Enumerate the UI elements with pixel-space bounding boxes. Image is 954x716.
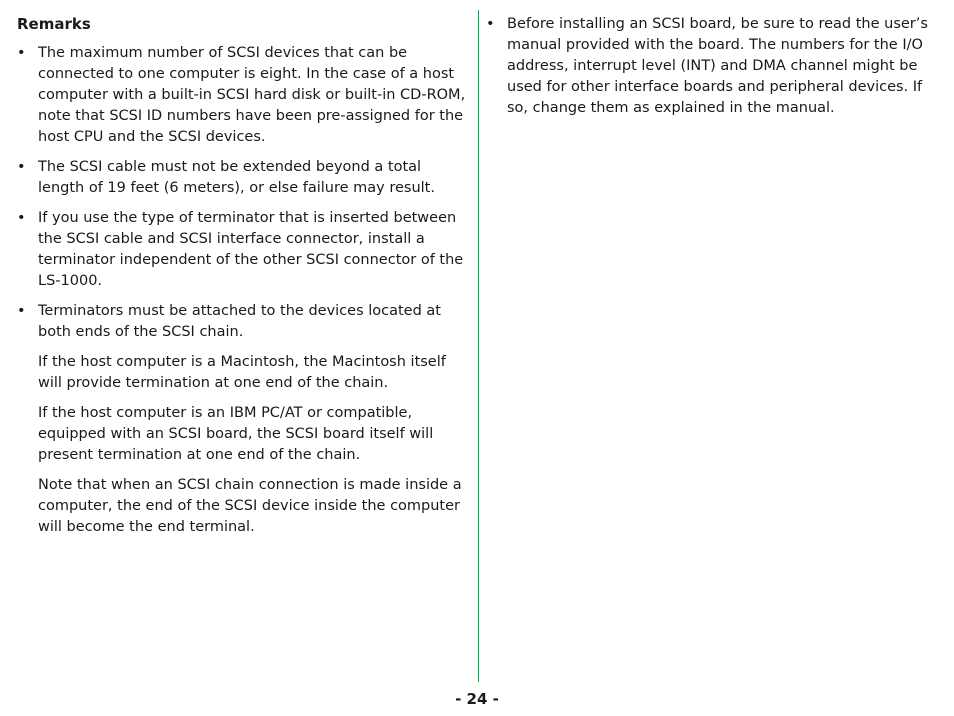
list-item — [17, 157, 469, 199]
section-heading: Remarks — [17, 15, 91, 33]
list-item-text: The SCSI cable must not be extended beyond a total length of 19 feet (6 meters), or else failure may result. — [38, 159, 435, 196]
sub-paragraph: If the host computer is a Macintosh, the Macintosh itself will provide termination at one end of the chain. — [38, 354, 446, 391]
sub-paragraph: If the host computer is an IBM PC/AT or compatible, equipped with an SCSI board, the SCSI board itself will present termination at one end of the chain. — [38, 405, 434, 463]
list-item — [17, 301, 469, 343]
bullet-icon: • — [17, 210, 26, 226]
right-column — [486, 14, 938, 128]
bullet-icon: • — [486, 16, 495, 32]
bullet-icon: • — [17, 303, 26, 319]
list-item-text: Terminators must be attached to the devices located at both ends of the SCSI chain. — [38, 303, 441, 340]
list-item — [17, 43, 469, 148]
page-number: - 24 - — [455, 690, 499, 708]
left-column — [17, 14, 469, 547]
list-item-text: If you use the type of terminator that is inserted between the SCSI cable and SCSI interface connector, install a terminator independent of the other SCSI connector of the LS-1000. — [38, 210, 464, 289]
column-divider — [478, 10, 479, 682]
bullet-icon: • — [17, 159, 26, 175]
list-item-text: The maximum number of SCSI devices that can be connected to one computer is eight. In the case of a host computer with a built-in SCSI hard disk or built-in CD-ROM, note that SCSI ID numbers have been pre-assigned for the host CPU and the SCSI devices. — [38, 45, 466, 145]
list-item-text: Before installing an SCSI board, be sure to read the user’s manual provided with the board. The numbers for the I/O address, interrupt level (INT) and DMA channel might be used for other interface boards and peripheral devices. If so, change them as explained in the manual. — [507, 16, 928, 116]
list-item — [486, 14, 938, 119]
sub-paragraph: Note that when an SCSI chain connection is made inside a computer, the end of the SCSI device inside the computer will become the end terminal. — [38, 477, 462, 535]
list-item — [17, 208, 469, 292]
bullet-icon: • — [17, 45, 26, 61]
